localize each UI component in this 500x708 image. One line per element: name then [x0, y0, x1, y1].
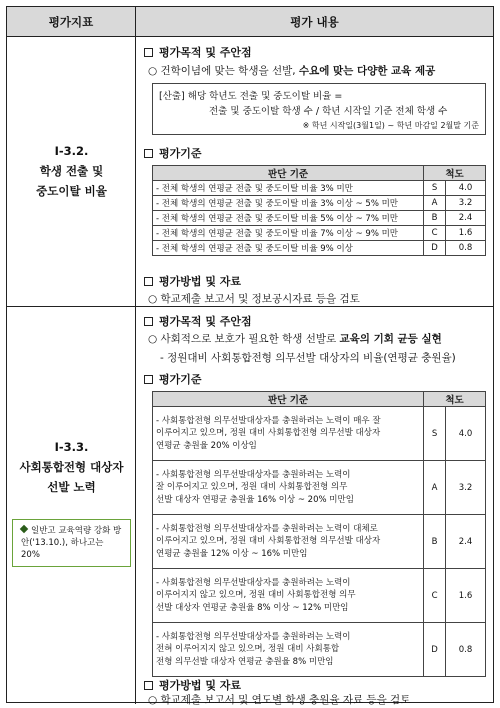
- table-row: [153, 569, 486, 623]
- note-text: 일반고 교육역량 강화 방안('13.10.), 하나고는 20%: [21, 526, 122, 560]
- indicator-code: Ⅰ-3.3.: [54, 440, 89, 454]
- grade-cell: S: [424, 181, 446, 196]
- criterion-line: - 사회통합전형 의무선발대상자를 충원하려는 노력이 대체로: [156, 523, 378, 534]
- indicator-title-line2: 중도이탈 비율: [36, 184, 107, 198]
- criterion-line: 이루어지지 않고 있으며, 정원 대비 사회통합전형 의무: [156, 590, 356, 601]
- purpose-bullet-bold: 수요에 맞는 다양한 교육 제공: [298, 65, 436, 77]
- formula-line2: 전출 및 중도이탈 학생 수 / 학년 시작일 기준 전체 학생 수: [209, 106, 448, 117]
- grade-cell: B: [424, 211, 446, 226]
- grade-cell: B: [424, 515, 446, 569]
- score-cell: 3.2: [446, 196, 486, 211]
- purpose-heading: [144, 313, 252, 329]
- criterion-line: 연평균 충원율 12% 이상 ~ 16% 미만임: [156, 548, 308, 559]
- diamond-bullet-icon: [20, 525, 28, 533]
- criterion-text: [153, 407, 424, 461]
- grade-cell: C: [424, 569, 446, 623]
- criterion-line: - 사회통합전형 의무선발대상자를 충원하려는 노력이 매우 잘: [156, 415, 381, 426]
- purpose-sub: - 정원대비 사회통합전형 의무선발 대상자의 비율(연평균 충원율): [160, 352, 456, 364]
- criterion-line: 전혀 이루어지지 않고 있으며, 정원 대비 사회통합: [156, 644, 340, 655]
- criterion-line: 전형 의무선발 대상자 연평균 충원율 8% 미만임: [156, 656, 334, 667]
- table-row: [153, 515, 486, 569]
- checkbox-icon: [144, 149, 153, 158]
- method-heading: [144, 677, 241, 693]
- method-bullet: ○ 학교제출 보고서 및 정보공시자료 등을 검토: [148, 293, 360, 305]
- criterion-line: 이루어지고 있으며, 정원 대비 사회통합전형 의무선발 대상자: [156, 428, 381, 439]
- criteria-heading-text: 평가기준: [159, 373, 202, 386]
- criteria-header-row: [153, 392, 486, 407]
- score-cell: 2.4: [446, 211, 486, 226]
- checkbox-icon: [144, 681, 153, 690]
- score-cell: 4.0: [446, 407, 486, 461]
- criteria-heading-text: 평가기준: [159, 147, 202, 160]
- purpose-heading: [144, 44, 252, 60]
- indicator-title-line1: 사회통합전형 대상자: [19, 460, 124, 474]
- criterion-line: 연평균 충원율 20% 이상임: [156, 440, 257, 451]
- table-header: [7, 7, 493, 37]
- table-row: [153, 623, 486, 677]
- evaluation-page: [6, 6, 494, 706]
- score-cell: 0.8: [446, 623, 486, 677]
- criteria-col-header: 판단 기준: [153, 166, 424, 181]
- table-row: [153, 461, 486, 515]
- purpose-bullet: [148, 63, 435, 78]
- criteria-table: [152, 165, 486, 256]
- table-row: [153, 226, 486, 241]
- method-heading: [144, 273, 241, 289]
- score-cell: 0.8: [446, 241, 486, 256]
- criterion-line: 잘 이루어지고 있으며, 정원 대비 사회통합전형 의무: [156, 482, 348, 493]
- checkbox-icon: [144, 277, 153, 286]
- score-cell: 4.0: [446, 181, 486, 196]
- criterion-line: - 사회통합전형 의무선발대상자를 충원하려는 노력이: [156, 577, 351, 588]
- checkbox-icon: [144, 375, 153, 384]
- criteria-header-row: [153, 166, 486, 181]
- header-indicator: 평가지표: [7, 7, 136, 37]
- scale-col-header: 척도: [424, 166, 486, 181]
- table-row: [153, 407, 486, 461]
- score-cell: 3.2: [446, 461, 486, 515]
- grade-cell: D: [424, 241, 446, 256]
- criterion-line: - 사회통합전형 의무선발대상자를 충원하려는 노력이: [156, 469, 351, 480]
- criterion-line: 이루어지고 있으며, 정원 대비 사회통합전형 의무선발 대상자: [156, 536, 381, 547]
- criterion-text: - 전체 학생의 연평균 전출 및 중도이탈 비율 3% 이상 ~ 5% 미만: [153, 196, 424, 211]
- formula-note: ※ 학년 시작일(3월1일) ~ 학년 마감일 2월말 기준: [302, 121, 479, 130]
- method-heading-text: 평가방법 및 자료: [159, 275, 242, 288]
- criterion-text: [153, 515, 424, 569]
- checkbox-icon: [144, 317, 153, 326]
- criterion-text: - 전체 학생의 연평균 전출 및 중도이탈 비율 3% 미만: [153, 181, 424, 196]
- table-row: [153, 196, 486, 211]
- criteria-col-header: 판단 기준: [153, 392, 424, 407]
- score-cell: 1.6: [446, 226, 486, 241]
- purpose-bullet-text: ○ 사회적으로 보호가 필요한 학생 선발로: [148, 333, 337, 345]
- indicator-row-1-3-3: [7, 307, 493, 704]
- indicator-title-line2: 선발 노력: [47, 480, 96, 494]
- criterion-text: - 전체 학생의 연평균 전출 및 중도이탈 비율 5% 이상 ~ 7% 미만: [153, 211, 424, 226]
- criterion-line: 선발 대상자 연평균 충원율 8% 이상 ~ 12% 미만임: [156, 602, 349, 613]
- purpose-heading-text: 평가목적 및 주안점: [159, 315, 252, 328]
- grade-cell: A: [424, 461, 446, 515]
- table-row: [153, 181, 486, 196]
- formula-line1: [산출] 해당 학년도 전출 및 중도이탈 비율 =: [159, 91, 343, 102]
- criterion-text: [153, 461, 424, 515]
- header-content: 평가 내용: [290, 15, 339, 29]
- criterion-line: 선발 대상자 연평균 충원율 16% 이상 ~ 20% 미만임: [156, 494, 354, 505]
- content-cell: [136, 307, 493, 704]
- formula-box: [152, 83, 486, 135]
- indicator-code: Ⅰ-3.2.: [54, 144, 89, 158]
- table-row: [153, 211, 486, 226]
- indicator-cell: [7, 307, 136, 704]
- grade-cell: A: [424, 196, 446, 211]
- grade-cell: D: [424, 623, 446, 677]
- method-bullet: ○ 학교제출 보고서 및 연도별 학생 충원율 자료 등을 검토: [148, 694, 411, 706]
- criterion-text: [153, 569, 424, 623]
- grade-cell: C: [424, 226, 446, 241]
- indicator-title-line1: 학생 전출 및: [39, 164, 104, 178]
- score-cell: 2.4: [446, 515, 486, 569]
- note-box: [12, 519, 131, 567]
- criteria-heading: [144, 145, 202, 161]
- purpose-heading-text: 평가목적 및 주안점: [159, 46, 252, 59]
- purpose-bullet-text: ○ 건학이념에 맞는 학생을 선발,: [148, 65, 296, 77]
- score-cell: 1.6: [446, 569, 486, 623]
- scale-col-header: 척도: [424, 392, 486, 407]
- indicator-cell: [7, 37, 136, 306]
- criterion-line: - 사회통합전형 의무선발대상자를 충원하려는 노력이: [156, 631, 351, 642]
- purpose-bullet-bold: 교육의 기회 균등 실현: [339, 333, 442, 345]
- grade-cell: S: [424, 407, 446, 461]
- content-cell: [136, 37, 493, 306]
- criterion-text: - 전체 학생의 연평균 전출 및 중도이탈 비율 9% 이상: [153, 241, 424, 256]
- table-row: [153, 241, 486, 256]
- criteria-table: [152, 391, 486, 677]
- indicator-row-1-3-2: [7, 37, 493, 307]
- purpose-bullet: [148, 331, 442, 346]
- criteria-heading: [144, 371, 202, 387]
- method-heading-text: 평가방법 및 자료: [159, 679, 242, 692]
- criterion-text: - 전체 학생의 연평균 전출 및 중도이탈 비율 7% 이상 ~ 9% 미만: [153, 226, 424, 241]
- checkbox-icon: [144, 48, 153, 57]
- criterion-text: [153, 623, 424, 677]
